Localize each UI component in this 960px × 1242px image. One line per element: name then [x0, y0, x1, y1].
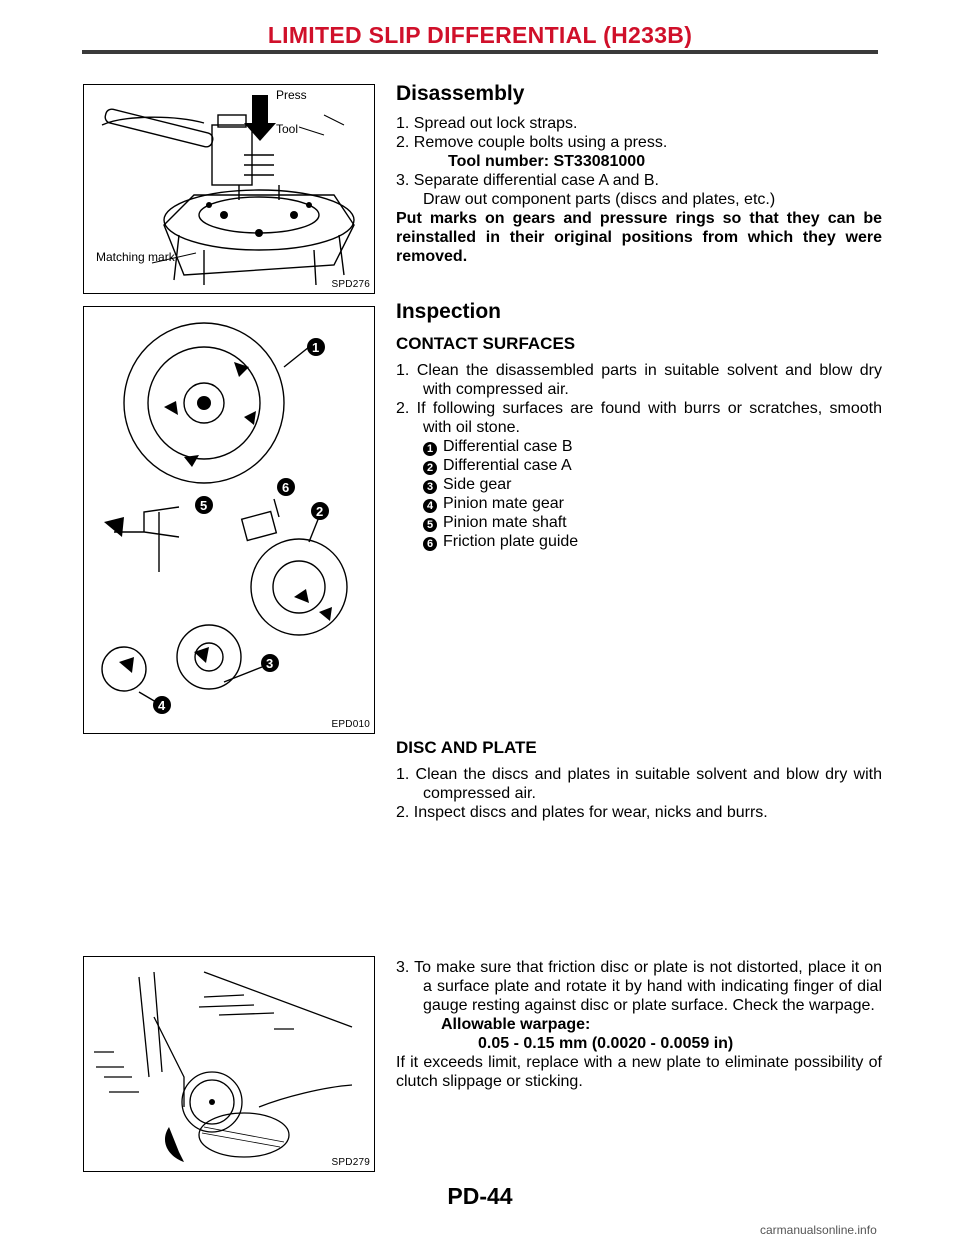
part-label: Friction plate guide — [443, 533, 579, 550]
list-item — [423, 513, 882, 532]
list-item — [423, 494, 882, 513]
marker-icon: 5 — [423, 518, 437, 532]
label-tool: Tool — [276, 122, 299, 136]
figure-contact-surfaces — [83, 306, 375, 734]
warpage-value: 0.05 - 0.15 mm (0.0020 - 0.0059 in) — [478, 1035, 734, 1052]
warpage-label: Allowable warpage: — [441, 1016, 591, 1033]
figure-warpage-check — [83, 956, 375, 1172]
list-item — [423, 456, 882, 475]
disc-step-3: 3. To make sure that friction disc or plate is not distorted, place it on a surface plate and rotate it by hand with indicating finger of dial gauge resting against disc or plate surface. Check the warpage. — [396, 959, 882, 1014]
part-label: Differential case A — [443, 457, 572, 474]
marker-icon: 2 — [423, 461, 437, 475]
parts-list — [396, 437, 882, 551]
figure-code: SPD276 — [331, 279, 370, 290]
heading-contact-surfaces: CONTACT SURFACES — [396, 334, 576, 353]
label-press: Press — [276, 88, 307, 102]
marker-icon: 6 — [423, 537, 437, 551]
tool-number: Tool number: ST33081000 — [448, 153, 646, 170]
components-illustration — [84, 307, 374, 733]
dial-gauge-illustration — [84, 957, 374, 1171]
callout-2: 2 — [316, 504, 324, 519]
disc-step-2: 2. Inspect discs and plates for wear, nicks and burrs. — [396, 804, 768, 821]
disassembly-note: Put marks on gears and pressure rings so that they can be reinstalled in their original positions from which they were removed. — [396, 210, 882, 265]
section-disc-and-plate — [396, 738, 882, 822]
warpage-note: If it exceeds limit, replace with a new plate to eliminate possibility of clutch slippage or sticking. — [396, 1054, 882, 1090]
list-item — [423, 475, 882, 494]
press-arrow-icon — [252, 95, 268, 123]
part-label: Pinion mate gear — [443, 495, 564, 512]
disassembly-step-2: 2. Remove couple bolts using a press. — [396, 134, 668, 151]
callout-3: 3 — [266, 656, 274, 671]
callout-6: 6 — [282, 480, 290, 495]
page-header-title: LIMITED SLIP DIFFERENTIAL (H233B) — [267, 22, 693, 48]
part-label: Side gear — [443, 476, 512, 493]
part-label: Differential case B — [443, 438, 573, 455]
heading-inspection: Inspection — [396, 300, 502, 323]
section-warpage — [396, 958, 882, 1091]
contact-step-2: 2. If following surfaces are found with burrs or scratches, smooth with oil stone. — [396, 400, 882, 436]
section-disassembly — [396, 82, 882, 266]
press-illustration — [84, 85, 374, 293]
callout-1: 1 — [312, 340, 320, 355]
heading-disassembly: Disassembly — [396, 82, 525, 105]
watermark: carmanualsonline.info — [760, 1223, 877, 1237]
disc-step-1: 1. Clean the discs and plates in suitable solvent and blow dry with compressed air. — [396, 766, 882, 802]
section-inspection — [396, 300, 882, 551]
contact-step-1: 1. Clean the disassembled parts in suitable solvent and blow dry with compressed air. — [396, 362, 882, 398]
part-label: Pinion mate shaft — [443, 514, 567, 531]
heading-disc-and-plate: DISC AND PLATE — [396, 738, 537, 757]
disassembly-step-1: 1. Spread out lock straps. — [396, 115, 578, 132]
page-number: PD-44 — [447, 1183, 513, 1209]
figure-disassembly-press — [83, 84, 375, 294]
list-item — [423, 532, 882, 551]
callout-5: 5 — [200, 498, 208, 513]
figure-code: EPD010 — [331, 719, 370, 730]
callout-4: 4 — [158, 698, 166, 713]
disassembly-step-3-detail: Draw out component parts (discs and plates, etc.) — [423, 191, 776, 208]
disassembly-step-3: 3. Separate differential case A and B. — [396, 172, 659, 189]
marker-icon: 4 — [423, 499, 437, 513]
list-item — [423, 437, 882, 456]
label-matching-mark: Matching mark — [96, 250, 175, 264]
header-rule — [82, 50, 878, 54]
marker-icon: 1 — [423, 442, 437, 456]
figure-code: SPD279 — [331, 1157, 370, 1168]
marker-icon: 3 — [423, 480, 437, 494]
